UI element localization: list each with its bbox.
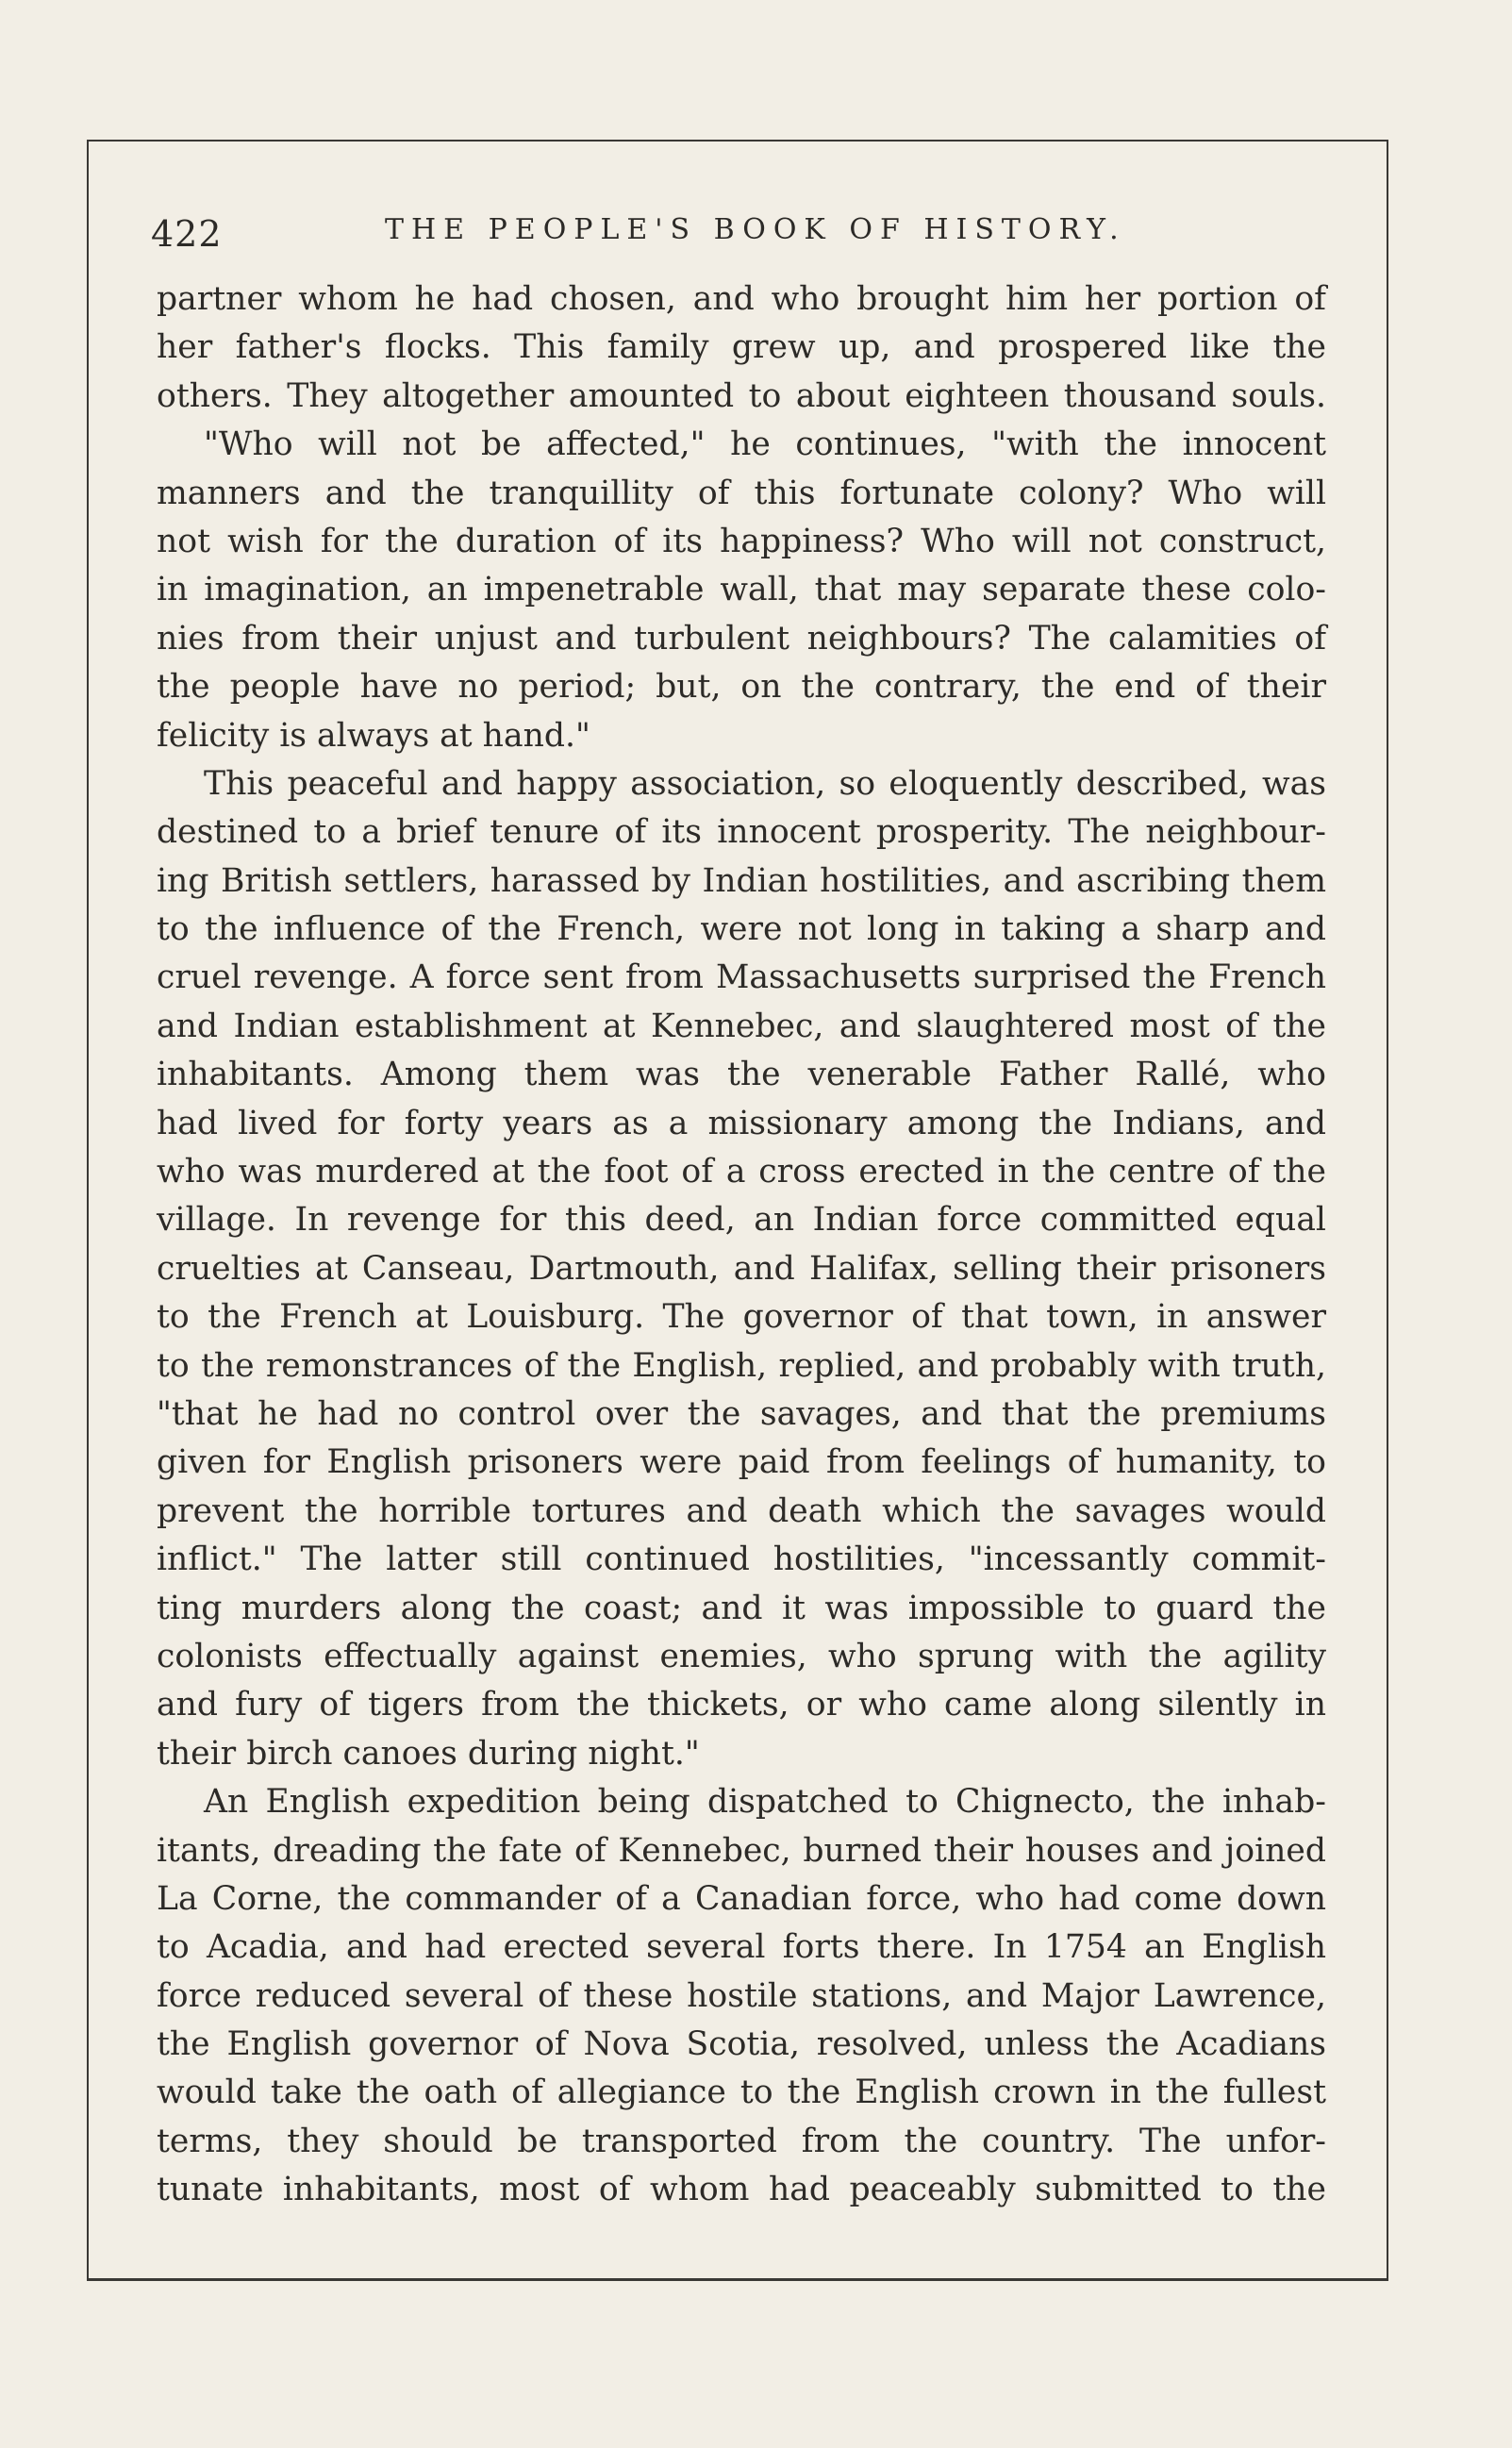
text-line: ing British settlers, harassed by Indian hostilities, and ascribing them [157,861,1326,900]
text-line: An English expedition being dispatched to Chignecto, the inhab- [204,1783,1326,1822]
text-line: others. They altogether amounted to about eighteen thousand souls. [157,376,1326,415]
text-line: inhabitants. Among them was the venerable Father Rallé, who [157,1056,1326,1094]
text-line: village. In revenge for this deed, an Indian force committed equal [157,1201,1326,1240]
text-line: and fury of tigers from the thickets, or who came along silently in [157,1686,1326,1724]
text-line: had lived for forty years as a missionary among the Indians, and [157,1104,1326,1142]
text-line: partner whom he had chosen, and who brought him her portion of [157,280,1326,318]
text-line: the English governor of Nova Scotia, resolved, unless the Acadians [157,2025,1326,2064]
text-line: to the influence of the French, were not long in taking a sharp and [157,910,1326,949]
text-line: prevent the horrible tortures and death which the savages would [157,1491,1326,1530]
text-line: the people have no period; but, on the contrary, the end of their [157,668,1326,707]
text-line: their birch canoes during night." [157,1734,700,1773]
text-line: terms, they should be transported from the country. The unfor- [157,2122,1326,2160]
text-line: inflict." The latter still continued hostilities, "incessantly commit- [157,1540,1326,1579]
text-line: felicity is always at hand." [157,716,590,755]
text-line: to Acadia, and had erected several forts there. In 1754 an English [157,1928,1326,1967]
text-line: who was murdered at the foot of a cross erected in the centre of the [157,1153,1326,1191]
text-line: destined to a brief tenure of its innocent prosperity. The neighbour- [157,813,1326,852]
text-line: itants, dreading the fate of Kennebec, burned their houses and joined [157,1831,1326,1870]
text-line: ting murders along the coast; and it was impossible to guard the [157,1589,1326,1627]
text-line: and Indian establishment at Kennebec, and slaughtered most of the [157,1007,1326,1045]
text-line: cruelties at Canseau, Dartmouth, and Halifax, selling their prisoners [157,1249,1326,1288]
text-line: her father's flocks. This family grew up, and prospered like the [157,328,1326,367]
text-line: to the remonstrances of the English, replied, and probably with truth, [157,1346,1326,1385]
text-line: not wish for the duration of its happiness? Who will not construct, [157,522,1326,560]
text-line: force reduced several of these hostile stations, and Major Lawrence, [157,1976,1326,2015]
text-line: colonists effectually against enemies, who sprung with the agility [157,1637,1326,1675]
page-header [151,209,1330,257]
text-line: "Who will not be affected," he continues, "with the innocent [204,425,1326,464]
text-line: cruel revenge. A force sent from Massachusetts surprised the French [157,958,1326,997]
text-line: given for English prisoners were paid from feelings of humanity, to [157,1443,1326,1482]
running-head: THE PEOPLE'S BOOK OF HISTORY. [385,213,1126,246]
text-line: nies from their unjust and turbulent neighbours? The calamities of [157,619,1326,658]
text-line: to the French at Louisburg. The governor of that town, in answer [157,1298,1326,1337]
text-line: would take the oath of allegiance to the English crown in the fullest [157,2073,1326,2112]
page-number: 422 [151,213,223,255]
text-line: manners and the tranquillity of this fortunate colony? Who will [157,474,1326,512]
text-line: This peaceful and happy association, so eloquently described, was [204,764,1326,803]
body-text [157,275,1326,2215]
text-line: in imagination, an impenetrable wall, that may separate these colo- [157,571,1326,609]
text-line: La Corne, the commander of a Canadian force, who had come down [157,1879,1326,1918]
text-line: "that he had no control over the savages, and that the premiums [157,1394,1326,1433]
text-line: tunate inhabitants, most of whom had peaceably submitted to the [157,2171,1326,2209]
